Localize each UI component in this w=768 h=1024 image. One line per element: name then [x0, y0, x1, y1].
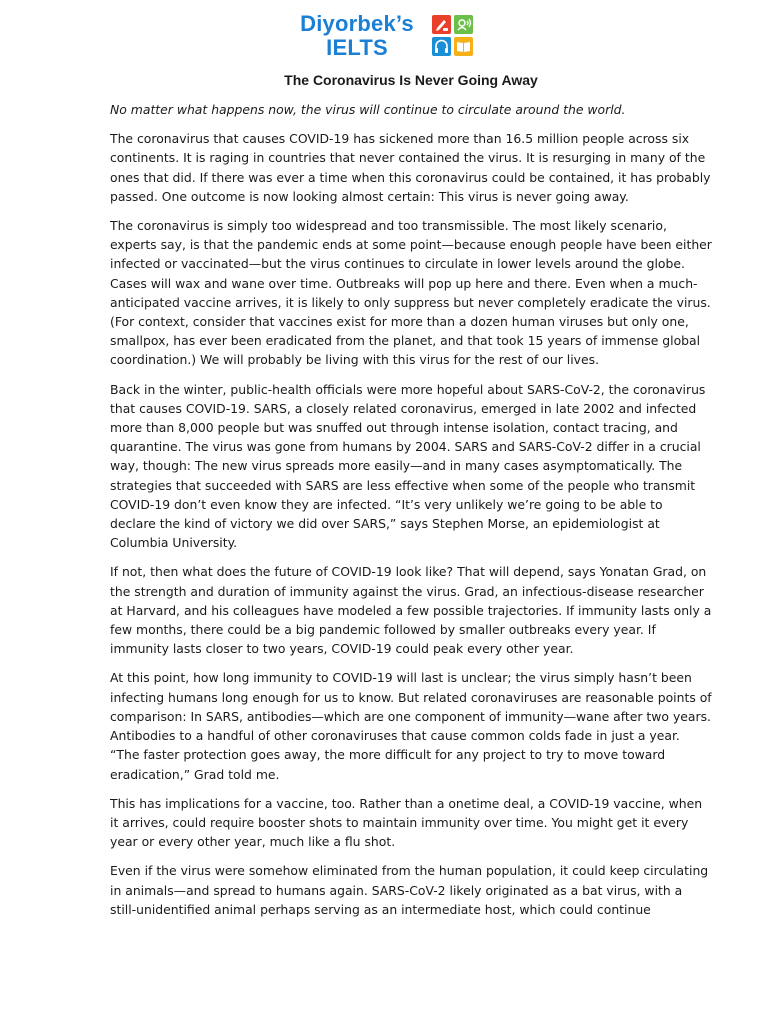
article-paragraph: Even if the virus were somehow eliminated from the human population, it could keep circulating in animals—and spread to humans again. SARS-CoV-2 likely originated as a bat virus, with a still-unidentified animal perhaps serving as an intermediate host, which could continue — [110, 863, 709, 917]
brand-tiles — [432, 15, 474, 57]
article-paragraph: At this point, how long immunity to COVID-19 will last is unclear; the virus simply hasn’t been infecting humans long enough for us to know. But related coronaviruses are reasonable points of comparison: In SARS, antibodies—which are one component of immunity—wane after two years. Antibodies to a handful of other coronaviruses that cause common colds fade in just a year. “The faster protection goes away, the more difficult for any project to try to move toward eradication,” Grad told me. — [110, 670, 712, 782]
article-lede: No matter what happens now, the virus will continue to circulate around the world. — [110, 102, 626, 117]
brand-line-1: Diyorbek’s — [300, 11, 414, 36]
brand-wordmark — [286, 12, 428, 60]
article-paragraph: Back in the winter, public-health officials were more hopeful about SARS-CoV-2, the coronavirus that causes COVID-19. SARS, a closely related coronavirus, emerged in late 2002 and infected more than 8,000 people but was snuffed out through intense isolation, contact tracing, and quarantine. The virus was gone from humans by 2004. SARS and SARS-CoV-2 differ in a crucial way, though: The new virus spreads more easily—and in many cases asymptomatically. The strategies that succeeded with SARS are less effective when some of the people who transmit COVID-19 don’t even know they are infected. “It’s very unlikely we’re going to be able to declare the kind of victory we did over SARS,” says Stephen Morse, an epidemiologist at Columbia University. — [110, 381, 706, 551]
article-paragraph: This has implications for a vaccine, too. Rather than a onetime deal, a COVID-19 vaccine, when it arrives, could require booster shots to maintain immunity over time. You might get it every year or every other year, much like a flu shot. — [110, 795, 703, 850]
speaking-icon — [454, 15, 473, 34]
article-paragraph: The coronavirus is simply too widespread and too transmissible. The most likely scenario, experts say, is that the pandemic ends at some point—because enough people have been either infected or vaccinated—but the virus continues to circulate in lower levels around the globe. Cases will wax and wane over time. Outbreaks will pop up here and there. Even when a much-anticipated vaccine arrives, it is likely to only suppress but never completely eradicate the virus. (For context, consider that vaccines exist for more than a dozen human viruses but only one, smallpox, has ever been eradicated from the planet, and that took 15 years of immense global coordination.) We will probably be living with this virus for the rest of our lives. — [110, 218, 712, 368]
article-body — [110, 100, 712, 929]
brand-logo — [286, 12, 486, 64]
brand-line-2: IELTS — [326, 35, 388, 60]
headphones-icon — [432, 37, 451, 56]
article-title: The Coronavirus Is Never Going Away — [284, 72, 538, 88]
article-paragraph: The coronavirus that causes COVID-19 has sickened more than 16.5 million people across six continents. It is raging in countries that never contained the virus. It is resurging in many of the ones that did. If there was ever a time when this coronavirus could be contained, it has probably passed. One outcome is now looking almost certain: This virus is never going away. — [110, 131, 711, 204]
pencil-hand-icon — [432, 15, 451, 34]
article-paragraph: If not, then what does the future of COVID-19 look like? That will depend, says Yonatan Grad, on the strength and duration of immunity against the virus. Grad, an infectious-disease researcher at Harvard, and his colleagues have modeled a few possible trajectories. If immunity lasts only a few months, there could be a big pandemic followed by smaller outbreaks every year. If immunity lasts closer to two years, COVID-19 could peak every other year. — [110, 564, 712, 657]
book-icon — [454, 37, 473, 56]
